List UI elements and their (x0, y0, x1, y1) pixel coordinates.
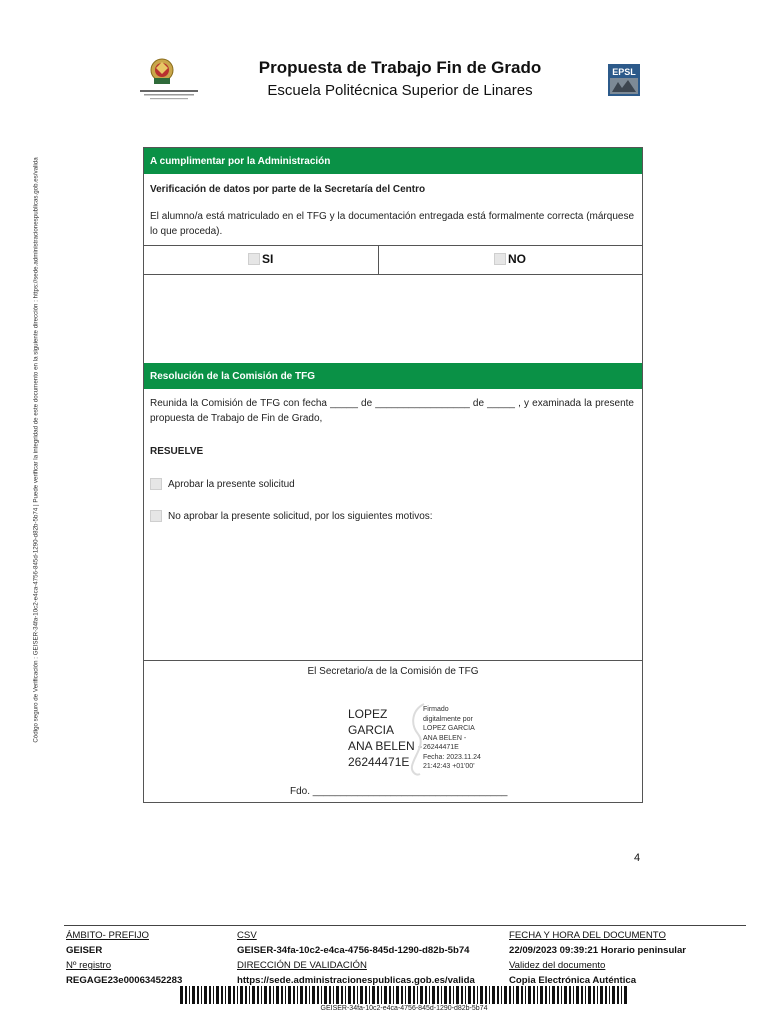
approve-checkbox[interactable] (150, 478, 162, 490)
barcode-text: GEISER-34fa-10c2-e4ca-4756-845d-1290-d82b-5b74 (320, 1005, 488, 1012)
csv-barcode (180, 986, 628, 1004)
resuelve-label: RESUELVE (150, 446, 204, 457)
document-title: Propuesta de Trabajo Fin de Grado (258, 58, 542, 77)
digital-signature-stamp: Firmado digitalmente por LOPEZ GARCIA ANA BELEN - 26244471E Fecha: 2023.11.24 21:42:43 +01'00' (423, 706, 481, 770)
epsl-badge-text: EPSL (612, 67, 636, 77)
page-number: 4 (634, 852, 641, 864)
option-si[interactable] (248, 252, 273, 266)
document-subtitle: Escuela Politécnica Superior de Linares (267, 82, 533, 99)
approve-label: Aprobar la presente solicitud (168, 478, 295, 490)
reject-checkbox[interactable] (150, 510, 162, 522)
no-label: NO (508, 252, 526, 266)
option-no[interactable] (494, 252, 526, 266)
footer-csv: CSV GEISER-34fa-10c2-e4ca-4756-845d-1290-d82b-5b74 DIRECCIÓN DE VALIDACIÓN https://sede.administracionespublicas.gob.es/valida (237, 930, 475, 986)
footer-divider (64, 925, 746, 926)
verification-statement: El alumno/a está matriculado en el TFG y la documentación entregada está formalmente correcta (márquese lo que proceda). (150, 211, 634, 237)
proposal-form (143, 147, 643, 803)
no-checkbox[interactable] (494, 253, 506, 265)
si-label: SI (262, 252, 274, 266)
validation-url[interactable]: https://sede.administracionespublicas.gob.es/valida (237, 975, 475, 986)
side-note-text: Código seguro de Verificación : GEISER-34fa-10c2-e4ca-4756-845d-1290-d82b-5b74 | Puede verificar la integridad de este documento en la siguiente dirección : https://sede.administracionespublicas.gob.es/valida (32, 157, 40, 743)
epsl-logo (608, 64, 640, 96)
footer-fecha: FECHA Y HORA DEL DOCUMENTO 22/09/2023 09:39:21 Horario peninsular Validez del documento Copia Electrónica Auténtica (509, 930, 687, 986)
university-logo (140, 56, 198, 106)
signer-name: LOPEZ GARCIA ANA BELEN - 26244471E (348, 707, 423, 769)
reject-option[interactable] (150, 510, 433, 522)
meeting-text: Reunida la Comisión de TFG con fecha _____ de _________________ de _____ , y examinada la presente propuesta de Trabajo de Fin de Grado, (150, 398, 634, 424)
fdo-line: Fdo. ___________________________________ (290, 786, 508, 797)
admin-section-heading: A cumplimentar por la Administración (144, 148, 642, 174)
reject-label: No aprobar la presente solicitud, por los siguientes motivos: (168, 510, 433, 522)
verification-label: Verificación de datos por parte de la Secretaría del Centro (150, 184, 426, 195)
footer-ambito: ÁMBITO- PREFIJO GEISER Nº registro REGAGE23e00063452283 (66, 930, 183, 986)
approve-option[interactable] (150, 478, 295, 490)
secretary-label: El Secretario/a de la Comisión de TFG (307, 666, 479, 677)
si-checkbox[interactable] (248, 253, 260, 265)
commission-section-heading: Resolución de la Comisión de TFG (144, 363, 642, 389)
